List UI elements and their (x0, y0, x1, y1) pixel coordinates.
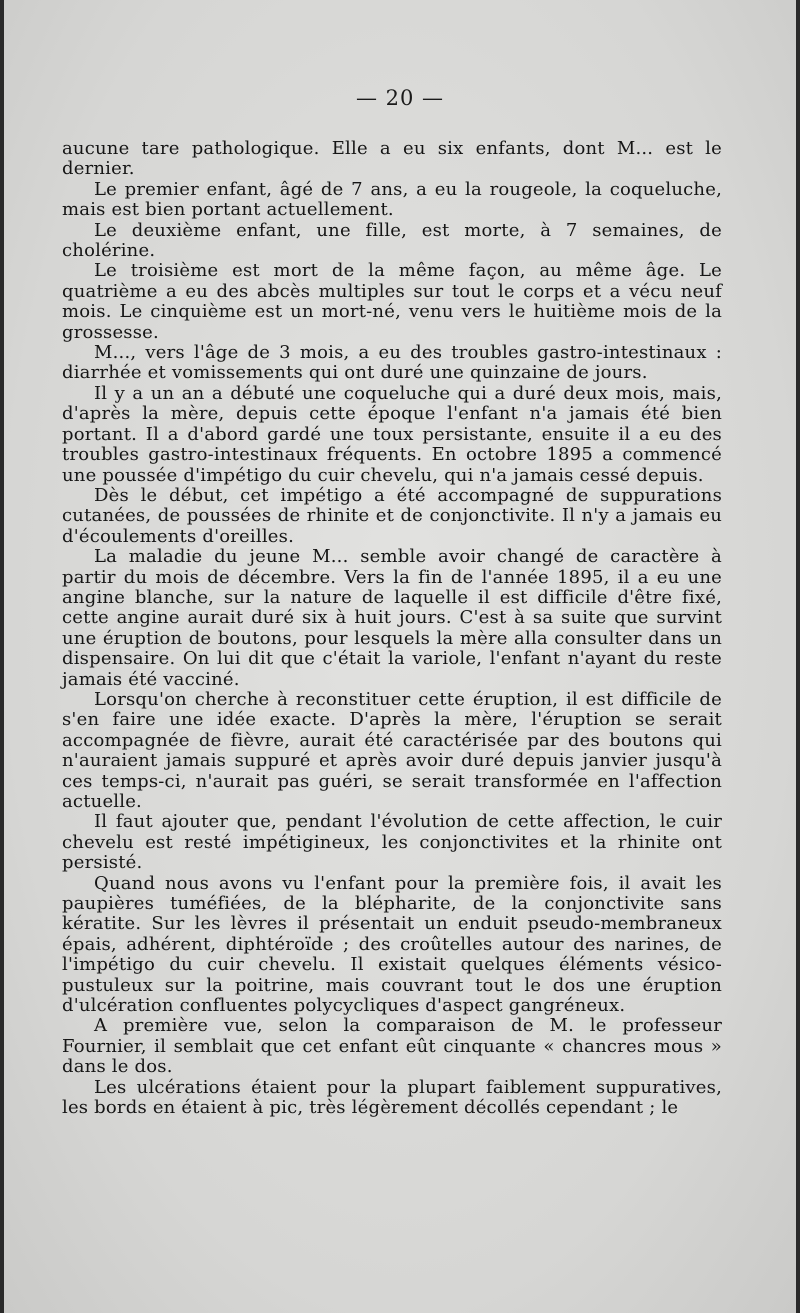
page-number: — 20 — (355, 86, 445, 110)
paragraph: Quand nous avons vu l'enfant pour la première fois, il avait les paupières tuméfiées, de la blépharite, de la conjonctivite sans kératite. Sur les lèvres il présentait un enduit pseudo-membraneux épais, adhérent, diphtéroïde ; des croûtelles autour des narines, de l'impétigo du cuir chevelu. Il existait quelques éléments vésico-pustuleux sur la poitrine, mais couvrant tout le dos une éruption d'ulcération confluentes polycycliques d'aspect gangréneux. (62, 872, 722, 1017)
paragraph: Dès le début, cet impétigo a été accompagné de suppurations cutanées, de poussées de rhinite et de conjonctivite. Il n'y a jamais eu d'écoulements d'oreilles. (62, 484, 722, 547)
paragraph: Le deuxième enfant, une fille, est morte, à 7 semaines, de cholérine. (62, 219, 722, 262)
body-text (62, 139, 722, 1119)
paragraph: Il faut ajouter que, pendant l'évolution de cette affection, le cuir chevelu est resté impétigineux, les conjonctivites et la rhinite ont persisté. (62, 811, 722, 874)
paragraph: M..., vers l'âge de 3 mois, a eu des troubles gastro-intestinaux : diarrhée et vomissements qui ont duré une quinzaine de jours. (62, 342, 722, 384)
paragraph: Les ulcérations étaient pour la plupart faiblement suppuratives, les bords en étaient à pic, très légèrement décollés cependant ; le (62, 1076, 722, 1119)
paragraph: A première vue, selon la comparaison de M. le professeur Fournier, il semblait que cet enfant eût cinquante « chancres mous » dans le dos. (62, 1015, 722, 1078)
paragraph: Le troisième est mort de la même façon, au même âge. Le quatrième a eu des abcès multiples sur tout le corps et a vécu neuf mois. Le cinquième est un mort-né, venu vers le huitième mois de la grossesse. (62, 260, 722, 343)
paragraph: Le premier enfant, âgé de 7 ans, a eu la rougeole, la coqueluche, mais est bien portant actuellement. (62, 178, 722, 221)
paragraph: Il y a un an a débuté une coqueluche qui a duré deux mois, mais, d'après la mère, depuis cette époque l'enfant n'a jamais été bien portant. Il a d'abord gardé une toux persistante, ensuite il a eu des troubles gastro-intestinaux fréquents. En octobre 1895 a commencé une poussée d'impétigo du cuir chevelu, qui n'a jamais cessé depuis. (62, 382, 722, 486)
paragraph: aucune tare pathologique. Elle a eu six enfants, dont M... est le dernier. (62, 138, 722, 180)
book-page (4, 0, 796, 1313)
paragraph: Lorsqu'on cherche à reconstituer cette éruption, il est difficile de s'en faire une idée exacte. D'après la mère, l'éruption se serait accompagnée de fièvre, aurait été caractérisée par des boutons qui n'auraient jamais suppuré et après avoir duré depuis janvier jusqu'à ces temps-ci, n'aurait pas guéri, se serait transformée en l'affection actuelle. (62, 688, 722, 812)
paragraph: La maladie du jeune M... semble avoir changé de caractère à partir du mois de décembre. Vers la fin de l'année 1895, il a eu une angine blanche, sur la nature de laquelle il est difficile d'être fixé, cette angine aurait duré six à huit jours. C'est à sa suite que survint une éruption de boutons, pour lesquels la mère alla consulter dans un dispensaire. On lui dit que c'était la variole, l'enfant n'ayant du reste jamais été vacciné. (62, 546, 722, 690)
